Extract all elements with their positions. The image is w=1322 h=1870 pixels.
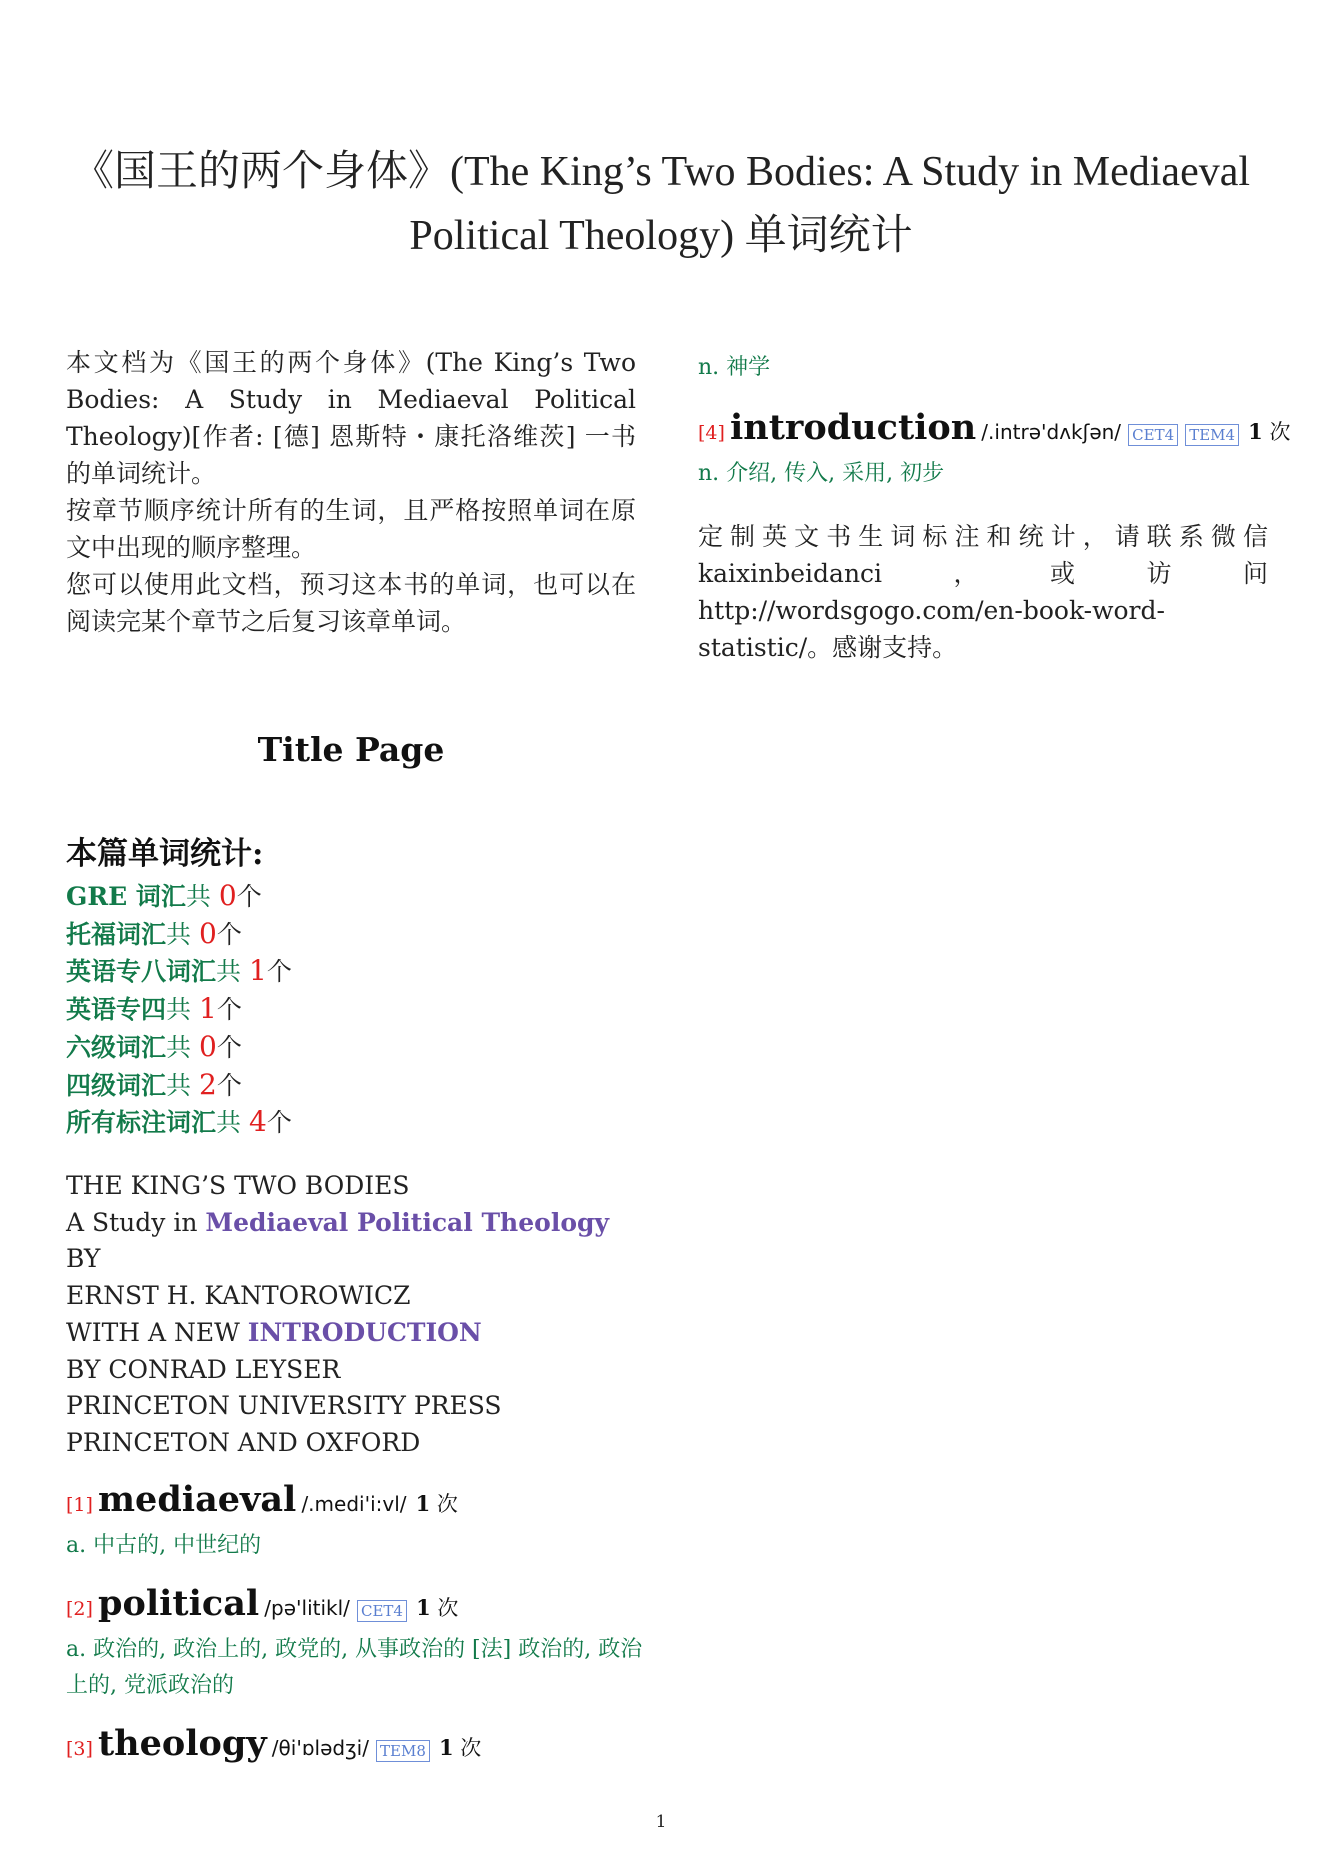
stat-gong: 共 (166, 919, 192, 949)
entry-head (698, 407, 1291, 454)
stat-row-all (66, 1104, 636, 1142)
stat-row-tem8 (66, 953, 636, 991)
entry-count-suffix: 次 (460, 1736, 482, 1760)
entry-index: [4] (698, 422, 725, 444)
stat-label: 所有标注词汇 (66, 1108, 217, 1138)
entry-count-suffix: 次 (436, 1492, 458, 1516)
entry-tag: CET4 (357, 1600, 407, 1622)
stats-heading: 本篇单词统计: (66, 836, 264, 872)
stat-label: 六级词汇 (66, 1032, 167, 1062)
stat-ge: 个 (216, 1070, 242, 1100)
entry-count (1248, 420, 1290, 444)
stat-ge: 个 (216, 1032, 242, 1062)
entry-definition-continued: n. 神学 (698, 355, 771, 380)
word-entry-mediaeval (66, 1480, 646, 1564)
entry-definition: n. 介绍, 传入, 采用, 初步 (698, 461, 945, 486)
word-entry-political (66, 1584, 646, 1704)
entry-index: [1] (66, 1494, 93, 1516)
entry-count (416, 1596, 458, 1620)
stat-count: 1 (198, 992, 217, 1026)
stat-count: 4 (248, 1105, 267, 1139)
stat-count: 2 (198, 1067, 217, 1101)
entry-definition: a. 中古的, 中世纪的 (66, 1533, 262, 1558)
highlighted-word: Mediaeval Political Theology (205, 1207, 609, 1237)
intro-paragraph-3: 您可以使用此文档，预习这本书的单词，也可以在阅读完某个章节之后复习该章单词。 (66, 570, 636, 636)
word-entry-theology (66, 1724, 646, 1770)
stat-gong: 共 (185, 882, 211, 911)
stats-block (66, 832, 636, 1142)
intro-paragraph-2: 按章节顺序统计所有的生词，且严格按照单词在原文中出现的顺序整理。 (66, 496, 636, 562)
book-line: BY CONRAD LEYSER (66, 1354, 341, 1384)
stat-label: 托福词汇 (66, 919, 167, 949)
stat-count: 0 (198, 916, 217, 950)
entry-index: [2] (66, 1598, 93, 1620)
stat-row-tem4 (66, 991, 636, 1029)
title-line-1: 《国王的两个身体》(The King’s Two Bodies: A Study in Mediaeval (71, 149, 1251, 195)
title-line-2: Political Theology) 单词统计 (409, 213, 913, 259)
stat-label: GRE 词汇 (66, 882, 186, 911)
stat-gong: 共 (216, 957, 242, 987)
book-title-page-text (66, 1168, 666, 1462)
entry-count-number: 1 (415, 1491, 431, 1516)
book-line: BY (66, 1244, 101, 1274)
stat-ge: 个 (216, 995, 242, 1025)
entry-tag: TEM8 (376, 1740, 430, 1762)
entry-tag: TEM4 (1185, 424, 1239, 446)
entry-count (439, 1736, 481, 1760)
entry-count (416, 1492, 458, 1516)
entry-head (66, 1584, 646, 1630)
book-line (66, 1205, 666, 1242)
page-number: 1 (655, 1812, 667, 1832)
book-line: PRINCETON AND OXFORD (66, 1427, 421, 1457)
entry-word: theology (98, 1723, 267, 1764)
entry-tag: CET4 (1128, 424, 1178, 446)
contact-note: 定制英文书生词标注和统计，请联系微信 kaixinbeidanci，或访问 http://wordsgogo.com/en-book-word-statistic/。感谢支持。 (698, 522, 1268, 662)
entry-count-number: 1 (438, 1735, 454, 1760)
book-line: THE KING’S TWO BODIES (66, 1171, 410, 1200)
stat-label: 英语专四 (66, 995, 167, 1025)
entry-index: [3] (66, 1738, 93, 1760)
entry-definition: a. 政治的, 政治上的, 政党的, 从事政治的 [法] 政治的, 政治上的, 党派政治的 (66, 1637, 643, 1698)
stat-count: 0 (218, 879, 237, 912)
entry-head (66, 1724, 646, 1770)
stat-gong: 共 (166, 995, 192, 1025)
stat-count: 1 (248, 954, 267, 988)
stat-gong: 共 (166, 1070, 192, 1100)
stat-ge: 个 (236, 882, 262, 911)
entry-phonetic: /pə'litikl/ (264, 1596, 350, 1620)
stat-ge: 个 (266, 1108, 292, 1138)
stat-row-cet4 (66, 1067, 636, 1105)
stat-row-toefl (66, 916, 636, 954)
document-title (40, 140, 1282, 268)
intro-paragraph-1: 本文档为《国王的两个身体》(The King’s Two Bodies: A Study in Mediaeval Political Theology)[作者: [德] 恩斯特・康托洛维茨] 一书的单词统计。 (66, 348, 636, 488)
stat-ge: 个 (216, 919, 242, 949)
stat-row-cet6 (66, 1029, 636, 1067)
book-line: PRINCETON UNIVERSITY PRESS (66, 1391, 502, 1421)
entry-phonetic: /.intrə'dʌkʃən/ (981, 420, 1122, 444)
entry-count-number: 1 (416, 1595, 431, 1620)
entry-head (66, 1480, 646, 1526)
entry-word: political (98, 1583, 260, 1624)
stat-ge: 个 (266, 957, 292, 987)
entry-count-suffix: 次 (437, 1596, 459, 1620)
stat-row-gre (66, 878, 636, 916)
intro-block (66, 344, 636, 640)
highlighted-word: INTRODUCTION (247, 1317, 482, 1347)
book-line (66, 1315, 666, 1352)
stat-label: 四级词汇 (66, 1070, 167, 1100)
entry-phonetic: /.medi'i:vl/ (301, 1492, 407, 1516)
entry-word: introduction (730, 407, 977, 448)
book-line-prefix: WITH A NEW (66, 1317, 248, 1347)
word-entry-introduction (698, 407, 1291, 492)
section-title: Title Page (257, 730, 445, 769)
stat-gong: 共 (216, 1108, 242, 1138)
stat-label: 英语专八词汇 (66, 957, 217, 987)
entry-count-suffix: 次 (1269, 420, 1291, 444)
entry-word: mediaeval (98, 1479, 297, 1520)
book-line-prefix: A Study in (66, 1207, 206, 1237)
entry-phonetic: /θi'ɒlədʒi/ (271, 1736, 369, 1760)
stat-count: 0 (198, 1029, 217, 1063)
entry-count-number: 1 (1248, 419, 1263, 444)
right-column (698, 350, 1291, 666)
stat-gong: 共 (166, 1032, 192, 1062)
book-line: ERNST H. KANTOROWICZ (66, 1281, 411, 1311)
